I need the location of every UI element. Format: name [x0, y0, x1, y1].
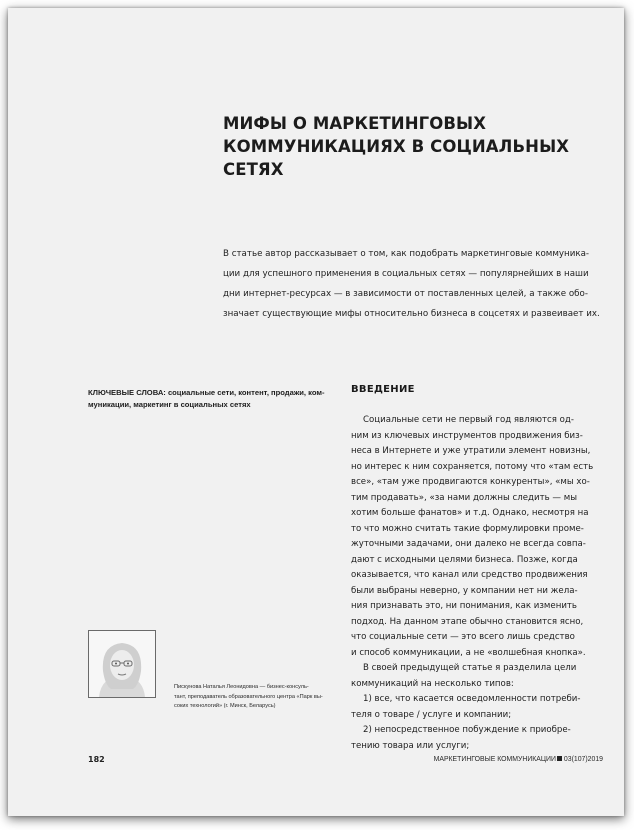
- author-portrait-image: [89, 631, 155, 697]
- body-line: все», «там уже продвигаются конкуренты», «мы хо-: [351, 477, 590, 487]
- body-line: коммуникаций на несколько типов:: [351, 678, 514, 689]
- square-bullet-icon: [557, 756, 562, 761]
- body-line: то что можно считать такие формулировки проме-: [351, 523, 584, 534]
- abstract-line: ции для успешного применения в социальных сетях — популярнейших в наши: [223, 269, 589, 279]
- body-line: дают с исходными целями бизнеса. Позже, когда: [351, 554, 578, 565]
- section-heading: ВВЕДЕНИЕ: [351, 384, 415, 395]
- keywords-line: КЛЮЧЕВЫЕ СЛОВА: социальные сети, контент, продажи, ком-: [88, 388, 325, 397]
- body-line: неса в Интернете и уже утратили элемент новизны,: [351, 446, 591, 456]
- body-line: 1) все, что касается осведомленности потреби-: [363, 694, 581, 704]
- body-line: и способ коммуникации, а не «волшебная кнопка».: [351, 647, 586, 658]
- body-line: хотим больше фанатов» и т.д. Однако, несмотря на: [351, 508, 589, 518]
- author-info: [174, 683, 334, 712]
- body-line: Социальные сети не первый год являются од-: [363, 415, 574, 425]
- body-line: 2) непосредственное побуждение к приобре-: [363, 725, 571, 735]
- abstract-line: В статье автор рассказывает о том, как подобрать маркетинговые коммуника-: [223, 249, 590, 259]
- article-title: [223, 112, 603, 181]
- body-line: ним из ключевых инструментов продвижения биз-: [351, 430, 583, 441]
- running-footer: [403, 756, 603, 763]
- body-line: что социальные сети — это всего лишь средство: [351, 632, 575, 642]
- body-line: но интерес к ним сохраняется, потому что «там есть: [351, 461, 594, 472]
- author-line: тант, преподаватель образовательного центра «Парк вы-: [174, 693, 323, 700]
- body-line: оказывается, что канал или средство продвижения: [351, 570, 588, 580]
- journal-page: [8, 8, 624, 816]
- journal-name: МАРКЕТИНГОВЫЕ КОММУНИКАЦИИ: [433, 756, 556, 763]
- author-line: Пискунова Наталья Леонидовна — бизнес-консуль-: [174, 684, 309, 690]
- article-body: [351, 413, 601, 754]
- abstract-line: дни интернет-ресурсах — в зависимости от поставленных целей, а также обо-: [223, 289, 588, 299]
- article-abstract: [223, 244, 600, 324]
- body-line: теля о товаре / услуге и компании;: [351, 709, 512, 720]
- body-line: тим продавать», «за нами должны следить — мы: [351, 492, 577, 503]
- issue-number: 03(107)2019: [563, 756, 603, 763]
- author-line: соких технологий» (г. Минск, Беларусь): [174, 703, 276, 709]
- abstract-line: значает существующие мифы относительно бизнеса в соцсетях и развеивает их.: [223, 309, 600, 319]
- keywords-line: муникации, маркетинг в социальных сетях: [88, 400, 251, 409]
- page-number: 182: [88, 755, 105, 764]
- body-line: подход. На данном этапе обычно становится ясно,: [351, 616, 584, 627]
- body-line: ния признавать это, ни понимания, как изменить: [351, 601, 577, 611]
- keywords-block: [88, 387, 328, 411]
- body-line: были выбраны неверно, у компании нет ни жела-: [351, 585, 578, 596]
- body-line: тению товара или услуги;: [351, 740, 470, 751]
- title-line: МИФЫ О МАРКЕТИНГОВЫХ: [223, 114, 487, 133]
- author-photo: [88, 630, 156, 698]
- title-line: КОММУНИКАЦИЯХ В СОЦИАЛЬНЫХ СЕТЯХ: [223, 137, 570, 179]
- body-line: В своей предыдущей статье я разделила цели: [363, 663, 577, 673]
- body-line: жуточными задачами, они далеко не всегда совпа-: [351, 539, 586, 549]
